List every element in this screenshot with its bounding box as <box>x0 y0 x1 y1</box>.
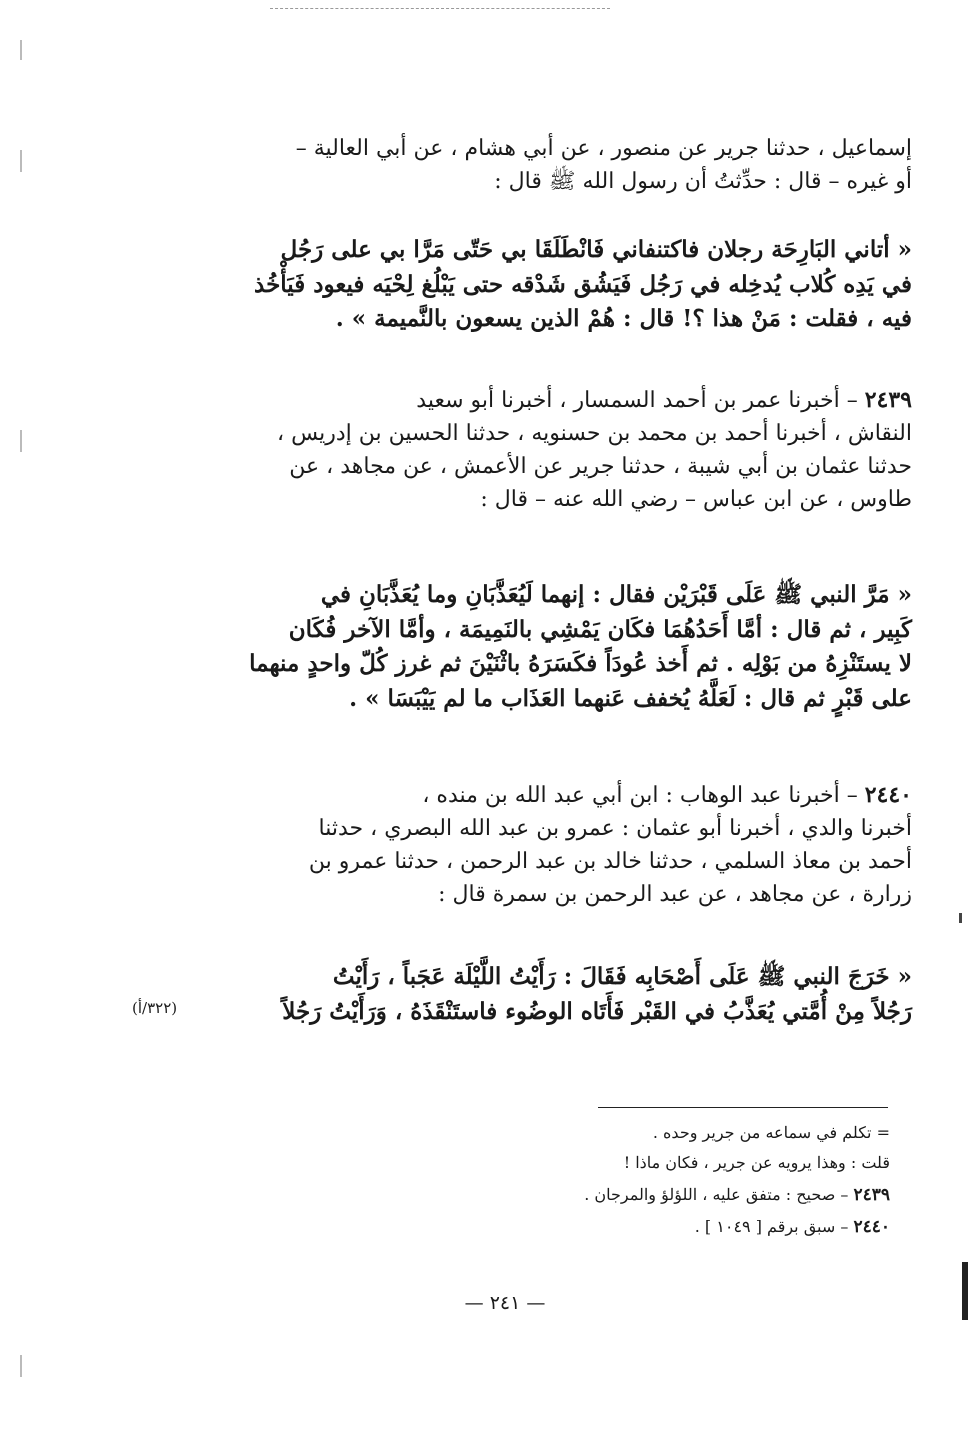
footnotes <box>300 1118 890 1243</box>
manuscript-folio-ref: (٣٢٢/أ) <box>132 999 178 1017</box>
hadith-line: « خَرَجَ النبي ﷺ عَلَى أَصْحَابِه فَقَالَ : رَأَيْتُ اللَّيْلَة عَجَباً ، رَأَيْتُ <box>332 963 912 990</box>
footnote-2440 <box>300 1211 890 1243</box>
entry-2440-isnad <box>200 779 912 911</box>
hadith-line: في يَدِه كُلاب يُدخِله في رَجُل فَيَشُق شَدْقه حتى يَبْلُغ لِحْيَه فيعود فَيَأْخُذ <box>254 270 912 298</box>
hadith-line: لا يستَنْزِهُ من بَوْلِه . ثم أَخذ عُودَاً فكَسَرَهُ باثْنَيْنَ ثم غرز كُلّ واحدٍ منهما <box>249 650 912 677</box>
hadith-line: فيه ، فقلت : مَنْ هذا ؟! قال : هُمْ الذين يسعون بالنَّميمة » . <box>335 305 912 332</box>
footnote-text: – سبق برقم [ ١٠٤٩ ] . <box>694 1217 849 1237</box>
footnote-continuation: = تكلم في سماعه من جرير وحده . <box>652 1123 890 1142</box>
page-number: — ٢٤١ — <box>464 1292 546 1314</box>
entry-2440-hadith <box>132 960 912 1029</box>
scan-edge-mark <box>270 8 610 9</box>
footnote-text: – صحيح : متفق عليه ، اللؤلؤ والمرجان . <box>584 1184 849 1204</box>
text-line: حدثنا عثمان بن أبي شيبة ، حدثنا جرير عن الأعمش ، عن مجاهد ، عن <box>289 454 912 479</box>
entry-2439-isnad <box>200 384 912 516</box>
text-line: أحمد بن معاذ السلمي ، حدثنا خالد بن عبد الرحمن ، حدثنا عمرو بن <box>308 849 912 874</box>
text-line: زرارة ، عن مجاهد ، عن عبد الرحمن بن سمرة قال : <box>438 882 912 907</box>
binding-tick <box>20 430 22 452</box>
text-line: طاوس ، عن ابن عباس – رضي الله عنه – قال : <box>480 487 912 512</box>
intro-isnad <box>200 132 912 198</box>
text-line <box>200 384 912 417</box>
binding-tick <box>20 150 22 172</box>
binding-tick <box>20 40 22 60</box>
text-line: أو غيره – قال : حدِّثتُ أن رسول الله ﷺ قال : <box>494 169 912 194</box>
entry-number: ٢٤٣٩ <box>864 387 912 413</box>
hadith-line: رَجُلاً مِنْ أُمَّتي يُعَذَّبُ في القَبْر فَأَتَاه الوضُوء فاستَنْقَذَهُ ، وَرَأَيْتُ رَجُلاً <box>282 997 912 1025</box>
isnad-text: – أخبرنا عمر بن أحمد السمسار ، أخبرنا أبو سعيد <box>416 388 858 413</box>
entry-2439-hadith <box>200 578 912 716</box>
hadith-line: « مَرَّ النبي ﷺ عَلَى قَبْرَيْن فقال : إنهما لَيُعَذَّبَانِ وما يُعَذَّبَانِ في <box>320 581 912 608</box>
footnote-number: ٢٤٤٠ <box>853 1217 890 1238</box>
footnote-comment: قلت : وهذا يرويه عن جرير ، فكان ماذا ! <box>623 1153 890 1173</box>
hadith-line: « أتاني البَارِحَة رجلان فاكتنفاني فَانْطَلَقَا بي حَتّى مَرَّا بي على رَجُل <box>280 236 912 263</box>
text-line <box>200 779 912 812</box>
text-line: إسماعيل ، حدثنا جرير عن منصور ، عن أبي هشام ، عن أبي العالية – <box>295 136 912 161</box>
scan-edge-bar <box>962 1262 968 1320</box>
text-line: النقاش ، أخبرنا أحمد بن محمد بن حسنويه ، حدثنا الحسين بن إدريس ، <box>276 421 912 446</box>
hadith-line: كَبِير ، ثم قال : أمَّا أَحَدُهُمَا فكَان يَمْشِي بالنَمِيمَة ، وأمَّا الآخر فُكَان <box>288 615 912 643</box>
footnote-2439 <box>300 1179 890 1211</box>
hadith-text <box>200 233 912 337</box>
scan-speck <box>959 913 962 923</box>
entry-number: ٢٤٤٠ <box>864 782 912 808</box>
footnote-divider <box>598 1107 888 1108</box>
text-line: أخبرنا والدي ، أخبرنا أبو عثمان : عمرو بن عبد الله البصري ، حدثنا <box>318 816 912 841</box>
footnote-number: ٢٤٣٩ <box>853 1184 890 1205</box>
hadith-line: على قَبْرٍ ثم قال : لَعَلَّهُ يُخفف عَنهما العَذَاب ما لم يَيْبَسَا » . <box>349 684 912 712</box>
binding-tick <box>20 1355 22 1377</box>
isnad-text: – أخبرنا عبد الوهاب : ابن أبي عبد الله بن منده ، <box>422 783 858 808</box>
